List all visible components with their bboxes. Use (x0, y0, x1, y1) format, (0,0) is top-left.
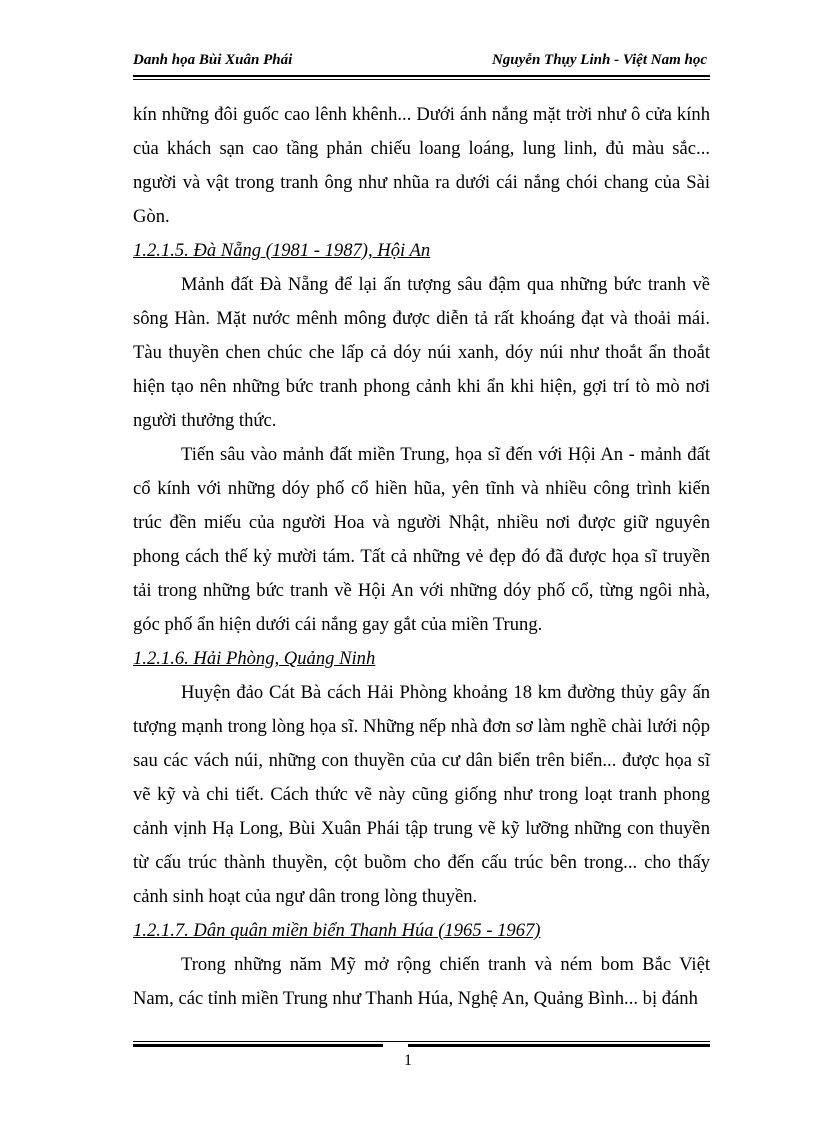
paragraph: Mảnh đất Đà Nẵng để lại ấn tượng sâu đậm qua những bức tranh về sông Hàn. Mặt nước mênh mông được diễn tả rất khoáng đạt và thoải mái. Tàu thuyền chen chúc che lấp cả dóy núi xanh, dóy núi như thoắt ẩn thoắt hiện tạo nên những bức tranh phong cảnh khi ẩn khi hiện, gợi trí tò mò nơi người thưởng thức. (133, 274, 710, 431)
section-heading-thanh-hoa: 1.2.1.7. Dân quân miền biển Thanh Húa (1965 - 1967) (133, 920, 541, 941)
header-author: Nguyễn Thụy Linh - Việt Nam học (491, 52, 707, 68)
header-rule (133, 75, 710, 77)
page-header (133, 52, 707, 74)
paragraph: Tiến sâu vào mảnh đất miền Trung, họa sĩ đến với Hội An - mảnh đất cổ kính với những dóy phố cổ hiền hũa, yên tĩnh và nhiều công trình kiến trúc đền miếu của người Hoa và người Nhật, nhiều nơi được giữ nguyên phong cách thế kỷ mười tám. Tất cả những vẻ đẹp đó đã được họa sĩ truyền tải trong những bức tranh về Hội An với những dóy phố cổ, từng ngôi nhà, góc phố ẩn hiện dưới cái nắng gay gắt của miền Trung. (133, 444, 710, 635)
section-heading-hai-phong: 1.2.1.6. Hải Phòng, Quảng Ninh (133, 648, 376, 669)
document-body (133, 98, 710, 1016)
paragraph: Huyện đảo Cát Bà cách Hải Phòng khoảng 18 km đường thủy gây ấn tượng mạnh trong lòng họa sĩ. Những nếp nhà đơn sơ làm nghề chài lưới nộp sau các vách núi, những con thuyền của cư dân biển trên biển... được họa sĩ vẽ kỹ và chi tiết. Cách thức vẽ này cũng giống như trong loạt tranh phong cảnh vịnh Hạ Long, Bùi Xuân Phái tập trung vẽ kỹ lưỡng những con thuyền từ cấu trúc thành thuyền, cột buồm cho đến cấu trúc bên trong... cho thấy cảnh sinh hoạt của ngư dân trong lòng thuyền. (133, 682, 710, 907)
header-title: Danh họa Bùi Xuân Phái (133, 52, 293, 68)
paragraph-continued: kín những đôi guốc cao lênh khênh... Dưới ánh nắng mặt trời như ô cửa kính của khách sạn cao tầng phản chiếu loang loáng, lung linh, đủ màu sắc... người và vật trong tranh ông như nhũa ra dưới cái nắng chói chang của Sài Gòn. (133, 104, 710, 227)
footer-rule (133, 1041, 710, 1047)
section-heading-da-nang: 1.2.1.5. Đà Nẵng (1981 - 1987), Hội An (133, 240, 431, 261)
page-number: 1 (404, 1052, 412, 1069)
paragraph: Trong những năm Mỹ mở rộng chiến tranh và ném bom Bắc Việt Nam, các tỉnh miền Trung như Thanh Húa, Nghệ An, Quảng Bình... bị đánh (133, 954, 710, 1009)
header-rule-thin (133, 79, 710, 80)
